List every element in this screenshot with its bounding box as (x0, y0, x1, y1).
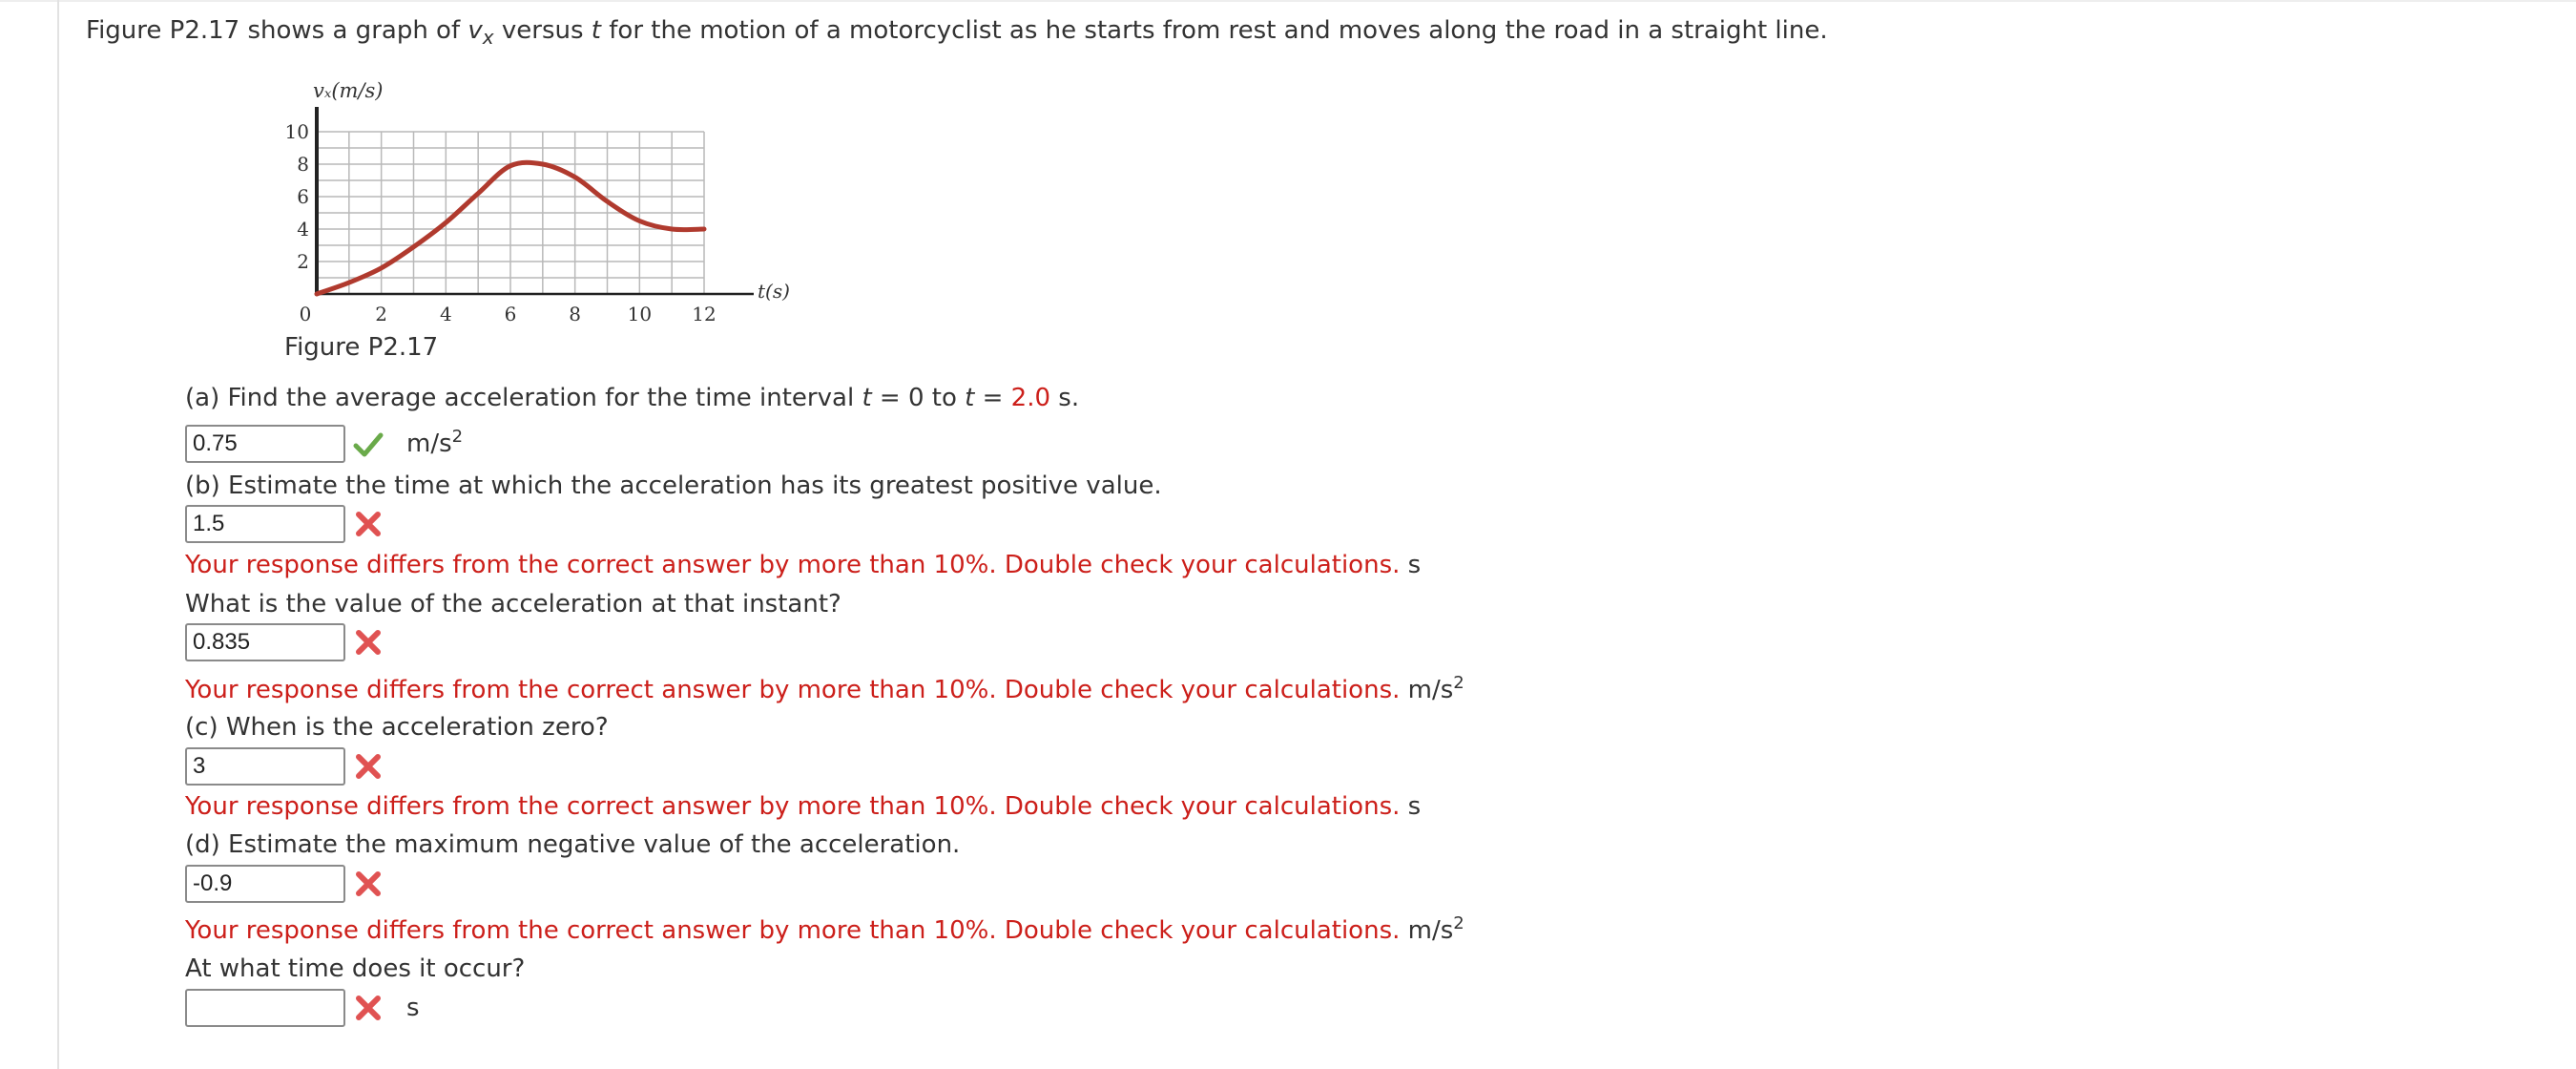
answer-input-b2[interactable] (185, 623, 345, 661)
var-t: t (965, 384, 975, 412)
unit-exponent: 2 (1453, 673, 1465, 693)
x-tick-label: 10 (627, 303, 653, 325)
unit-label-c: s (1400, 792, 1422, 821)
feedback-b (185, 548, 1421, 582)
figure-caption: Figure P2.17 (284, 333, 439, 362)
answer-row-b2 (185, 621, 385, 663)
question-text: = (974, 384, 1011, 412)
question-d: (d) Estimate the maximum negative value of the acceleration. (185, 830, 961, 859)
cross-icon (351, 991, 385, 1025)
unit-text: m/s (1400, 916, 1454, 945)
y-tick-label: 10 (284, 120, 309, 143)
y-tick-label: 4 (297, 218, 309, 241)
intro-text: for the motion of a motorcyclist as he starts from rest and moves along the road in a straight line. (601, 16, 1828, 45)
x-tick-label: 0 (299, 303, 312, 325)
answer-input-b[interactable] (185, 505, 345, 543)
answer-row-d (185, 863, 385, 905)
chart-axis-labels (313, 79, 790, 303)
feedback-d (185, 913, 1465, 948)
question-text: (a) Find the average acceleration for the time interval (185, 384, 862, 412)
unit-label-b: s (1400, 551, 1422, 579)
x-tick-label: 12 (692, 303, 717, 325)
check-icon (351, 427, 385, 461)
answer-row-a (185, 423, 463, 465)
question-text: s. (1050, 384, 1080, 412)
question-text: = 0 to (871, 384, 966, 412)
unit-text: m/s (1400, 676, 1454, 704)
unit-exponent: 2 (1453, 913, 1465, 933)
error-feedback: Your response differs from the correct answer by more than 10%. Double check your calculations. (185, 792, 1401, 821)
question-d2: At what time does it occur? (185, 954, 526, 983)
cross-icon (351, 749, 385, 784)
question-b2: What is the value of the acceleration at that instant? (185, 590, 841, 618)
answer-input-c[interactable] (185, 747, 345, 786)
answer-row-d2 (185, 987, 420, 1029)
question-a (185, 381, 1079, 415)
question-c: (c) When is the acceleration zero? (185, 713, 609, 742)
problem-statement (86, 11, 1828, 56)
answer-row-b (185, 503, 385, 545)
intro-text: Figure P2.17 shows a graph of (86, 16, 468, 45)
var-v: v (467, 16, 483, 45)
velocity-time-chart (267, 67, 801, 326)
x-axis-label: t(s) (758, 280, 790, 303)
answer-input-d[interactable] (185, 865, 345, 903)
top-divider (0, 0, 2576, 2)
intro-text: versus (493, 16, 592, 45)
question-b: (b) Estimate the time at which the acceleration has its greatest positive value. (185, 472, 1162, 500)
answer-input-d2[interactable] (185, 989, 345, 1027)
error-feedback: Your response differs from the correct answer by more than 10%. Double check your calculations. (185, 676, 1401, 704)
var-t: t (862, 384, 872, 412)
answer-row-c (185, 745, 385, 787)
cross-icon (351, 867, 385, 901)
error-feedback: Your response differs from the correct answer by more than 10%. Double check your calculations. (185, 551, 1401, 579)
y-tick-label: 6 (297, 185, 309, 208)
error-feedback: Your response differs from the correct answer by more than 10%. Double check your calculations. (185, 916, 1401, 945)
var-t: t (591, 16, 601, 45)
unit-text: m/s (406, 430, 452, 458)
x-tick-label: 4 (439, 303, 452, 325)
feedback-c (185, 789, 1421, 824)
unit-exponent: 2 (451, 427, 464, 447)
y-axis-label: vₓ(m/s) (313, 79, 384, 102)
x-tick-label: 6 (504, 303, 517, 325)
highlighted-value: 2.0 (1010, 384, 1051, 412)
y-tick-label: 2 (297, 250, 309, 273)
left-margin-divider (57, 0, 59, 1069)
cross-icon (351, 625, 385, 660)
answer-input-a[interactable] (185, 425, 345, 463)
cross-icon (351, 507, 385, 541)
unit-label-a (406, 427, 464, 458)
x-tick-label: 2 (375, 303, 388, 325)
feedback-b2 (185, 673, 1465, 707)
unit-label-d2: s (406, 994, 420, 1022)
x-tick-label: 8 (569, 303, 582, 325)
var-subscript: x (482, 26, 494, 50)
y-tick-label: 8 (297, 153, 309, 176)
